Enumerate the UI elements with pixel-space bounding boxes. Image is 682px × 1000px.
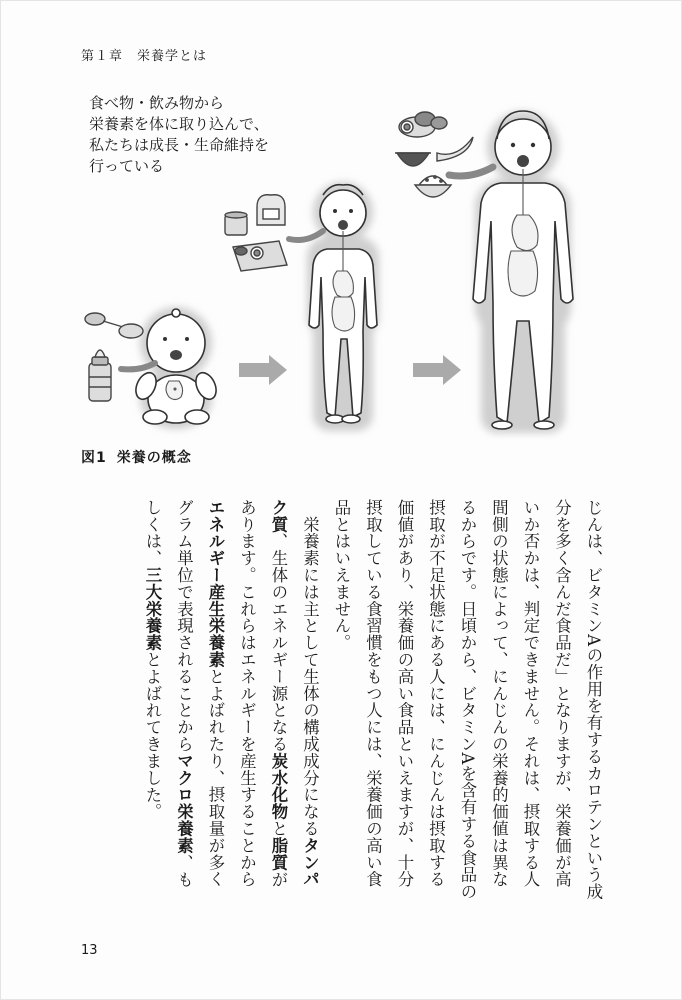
chapter-header: 第１章 栄養学とは — [81, 49, 208, 64]
soup-bowl-icon — [395, 153, 431, 166]
breakfast-plate-icon — [233, 241, 287, 271]
body-text-run: があります。これらはエネルギーを産生 — [237, 499, 288, 888]
body-text — [79, 499, 609, 903]
body-text-run: ばれてきました。 — [143, 684, 162, 821]
figure-number: 図1 — [81, 450, 107, 466]
term-three-major-nutrients: 三大栄養素 — [143, 566, 162, 652]
growth-arrow-2 — [413, 355, 461, 385]
body-text-run: 栄養素には主として生体の構成成分になる — [300, 499, 320, 837]
body-line: は、摂取する人間側の状態によって、にんじん — [489, 499, 540, 888]
bread-icon — [257, 195, 285, 225]
figure-caption-line: 食べ物・飲み物から — [89, 94, 225, 112]
body-text-run: から — [174, 718, 194, 753]
body-line: いえません。 — [332, 549, 351, 652]
body-text-run: 、もしくは、 — [143, 499, 194, 888]
feeding-arrow-baby — [121, 363, 155, 369]
baby-bottle-icon — [89, 350, 111, 401]
body-text-run: 、生体のエネルギー源となる — [269, 532, 288, 753]
body-line: る食習慣をもつ人には、栄養価の高い食品とは — [332, 499, 383, 888]
term-protein: タンパク質 — [269, 499, 320, 888]
body-line: の栄養的価値は異なるからです。日頃から、ビ — [458, 499, 509, 888]
figure-label — [81, 447, 192, 467]
body-line: じんは、ビタミンAの作用を有するカロテンと — [584, 499, 603, 850]
term-macronutrient: マクロ栄養素 — [174, 752, 194, 854]
growth-arrow-1 — [239, 355, 287, 385]
page-number: 13 — [81, 943, 98, 958]
feeding-arrow-adult — [449, 167, 493, 176]
body-text-run: することから — [237, 786, 257, 888]
figure-caption-line: 私たちは成長・生命維持を — [89, 136, 270, 154]
adult-figure — [473, 111, 573, 433]
term-carbohydrate: 炭水化物 — [269, 752, 288, 821]
cup-icon — [225, 212, 247, 235]
body-text-run: と — [269, 820, 288, 838]
body-line: 養価の高い食品といえますが、十分摂取してい — [363, 499, 414, 888]
body-text-run: り、摂取量が多くグラム単位で表現されること — [174, 499, 225, 888]
term-lipid: 脂質 — [269, 837, 288, 871]
banana-icon — [437, 137, 473, 161]
figure-caption-line: 行っている — [89, 157, 165, 175]
body-text-run: とよばれた — [206, 668, 225, 753]
term-energy-nutrient: エネルギー産生栄養素 — [206, 499, 225, 668]
feeding-arrow-child — [289, 231, 323, 240]
meal-plate-icon — [399, 112, 447, 137]
figure-caption-line: 栄養素を体に取り込んで、 — [89, 115, 269, 133]
nutrition-concept-illustration — [61, 81, 621, 441]
rice-bowl-icon — [415, 176, 451, 197]
body-line: 栄養価が高いか否かは、判定できません。それ — [521, 499, 572, 888]
spoon-icon — [85, 313, 143, 338]
body-text-run: とよ — [143, 651, 162, 685]
body-line: タミンAを含有する食品の摂取が不足状態にあ — [426, 499, 477, 901]
body-paragraph-2 — [137, 499, 326, 903]
child-figure — [307, 182, 379, 431]
body-line: る人には、にんじんは摂取する価値があり、栄 — [395, 499, 446, 888]
body-paragraph-1 — [326, 499, 610, 903]
figure-title: 栄養の概念 — [116, 450, 192, 466]
body-line: いう成分を多く含んだ食品だ」となりますが、 — [552, 499, 603, 901]
